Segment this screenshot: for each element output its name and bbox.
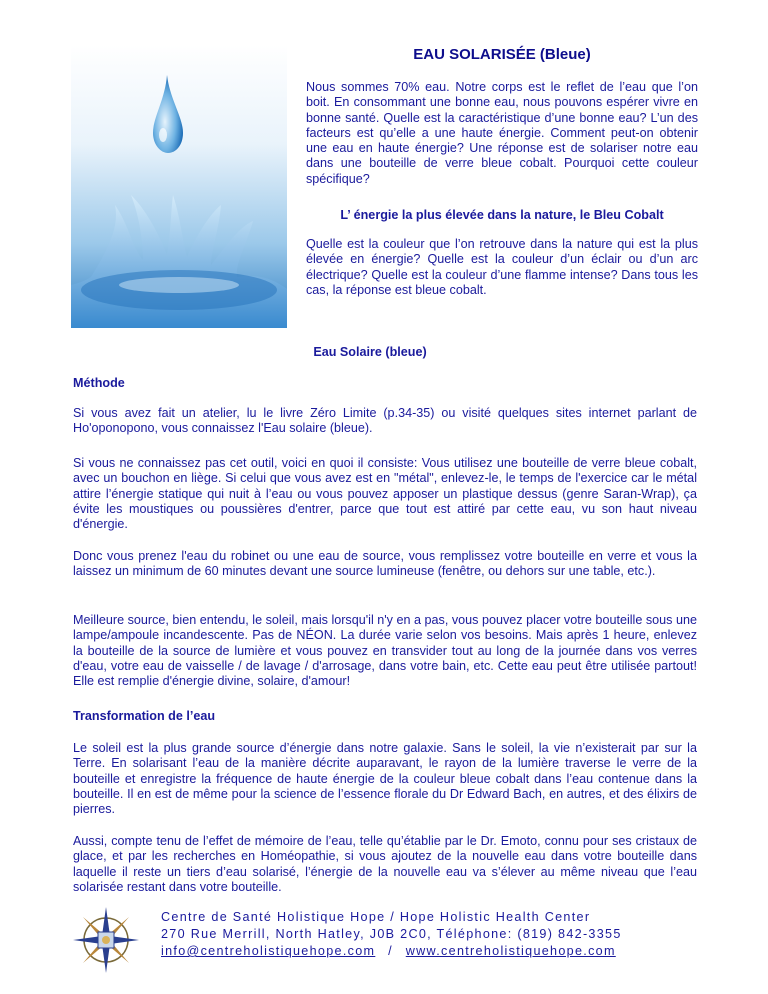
methode-paragraph-1: Si vous avez fait un atelier, lu le livre Zéro Limite (p.34-35) ou visité quelques sites internet parlant de Ho'oponopono, vous connaissez l'Eau solaire (bleue).: [73, 406, 697, 436]
footer-address: 270 Rue Merrill, North Hatley, J0B 2C0, Téléphone: (819) 842-3355: [161, 927, 622, 941]
section-title: Eau Solaire (bleue): [313, 345, 427, 359]
transformation-paragraph-1: Le soleil est la plus grande source d’énergie dans notre galaxie. Sans le soleil, la vie n’existerait par sur la Terre. En solarisant l’eau de la manière décrite auparavant, le rayon de la lumière traverse le verre de la bouteille et enregistre la fréquence de haute énergie de la couleur bleue cobalt dans l’eau contenue dans la bouteille. Il en est de même pour la science de l’essence florale du Dr Edward Bach, en autres, et des élixirs de pierres.: [73, 741, 697, 817]
water-drop-photo: [71, 45, 287, 328]
methode-paragraph-2: Si vous ne connaissez pas cet outil, voici en quoi il consiste: Vous utilisez une bouteille de verre bleue cobalt, avec un bouchon en liège. Si celui que vous avez est en "métal", enlevez-le, le temps de l'exercice car le métal attire l’énergie statique qui nuit à l’eau ou vous pouvez apposer un plastique dessus (genre Saran-Wrap), ça évite les moustiques ou poussières d'entrer, parce que tout est attiré par cette eau, vu son haut niveau d'énergie.: [73, 456, 697, 532]
subtitle: L’ énergie la plus élevée dans la nature, le Bleu Cobalt: [340, 208, 664, 222]
intro-paragraph: Nous sommes 70% eau. Notre corps est le reflet de l’eau que l’on boit. En consommant une bonne eau, nous pouvons espérer vivre en bonne santé. Quelle est la caractéristique d’une bonne eau? L’un des facteurs est qu’elle a une haute énergie. Comment peut-on obtenir une eau en haute énergie? Une réponse est de solariser notre eau dans une bouteille de verre bleue cobalt. Pourquoi cette couleur spécifique?: [306, 80, 698, 186]
methode-paragraph-4: Meilleure source, bien entendu, le soleil, mais lorsqu'il n'y en a pas, vous pouvez placer votre bouteille sous une lampe/ampoule incandescente. Pas de NÉON. La durée varie selon vos besoins. Mais après 1 heure, enlevez la bouteille de la source de lumière et vous pouvez en transvider tout au long de la journée dans vos verres d'eau, votre eau de vaisselle / de lavage / d'arrosage, dans votre bain, etc. Cette eau peut être utilisée partout! Elle est remplie d'énergie divine, solaire, d'amour!: [73, 613, 697, 689]
color-paragraph: Quelle est la couleur que l’on retrouve dans la nature qui est la plus élevée en énergie? Quelle est la couleur d’un éclair ou d’un arc électrique? Quelle est la couleur d’une flamme intense? Dans tous les cas, la réponse est bleue cobalt.: [306, 237, 698, 297]
transformation-heading: Transformation de l’eau: [73, 709, 216, 723]
page-title: EAU SOLARISÉE (Bleue): [413, 46, 591, 63]
website-link[interactable]: www.centreholistiquehope.com: [405, 944, 616, 958]
methode-paragraph-3: Donc vous prenez l'eau du robinet ou une eau de source, vous remplissez votre bouteille en verre et vous la laissez un minimum de 60 minutes devant une source lumineuse (fenêtre, ou dehors sur une table, etc.).: [73, 549, 697, 579]
email-link[interactable]: info@centreholistiquehope.com: [161, 944, 376, 958]
centre-logo-icon: [71, 905, 141, 975]
footer-links: [161, 943, 622, 960]
transformation-paragraph-2: Aussi, compte tenu de l’effet de mémoire de l’eau, telle qu’établie par le Dr. Emoto, connu pour ses cristaux de glace, et par les recherches en Homéopathie, si vous ajoutez de la nouvelle eau dans votre bouteille dans laquelle il reste un tiers d’eau solarisé, l’énergie de la nouvelle eau va s’élever au même niveau que l’eau solarisée restant dans votre bouteille.: [73, 834, 697, 894]
footer-separator: /: [388, 944, 393, 958]
methode-heading: Méthode: [73, 376, 125, 390]
footer-centre-name: Centre de Santé Holistique Hope / Hope Holistic Health Center: [161, 910, 591, 924]
footer: [161, 909, 622, 960]
